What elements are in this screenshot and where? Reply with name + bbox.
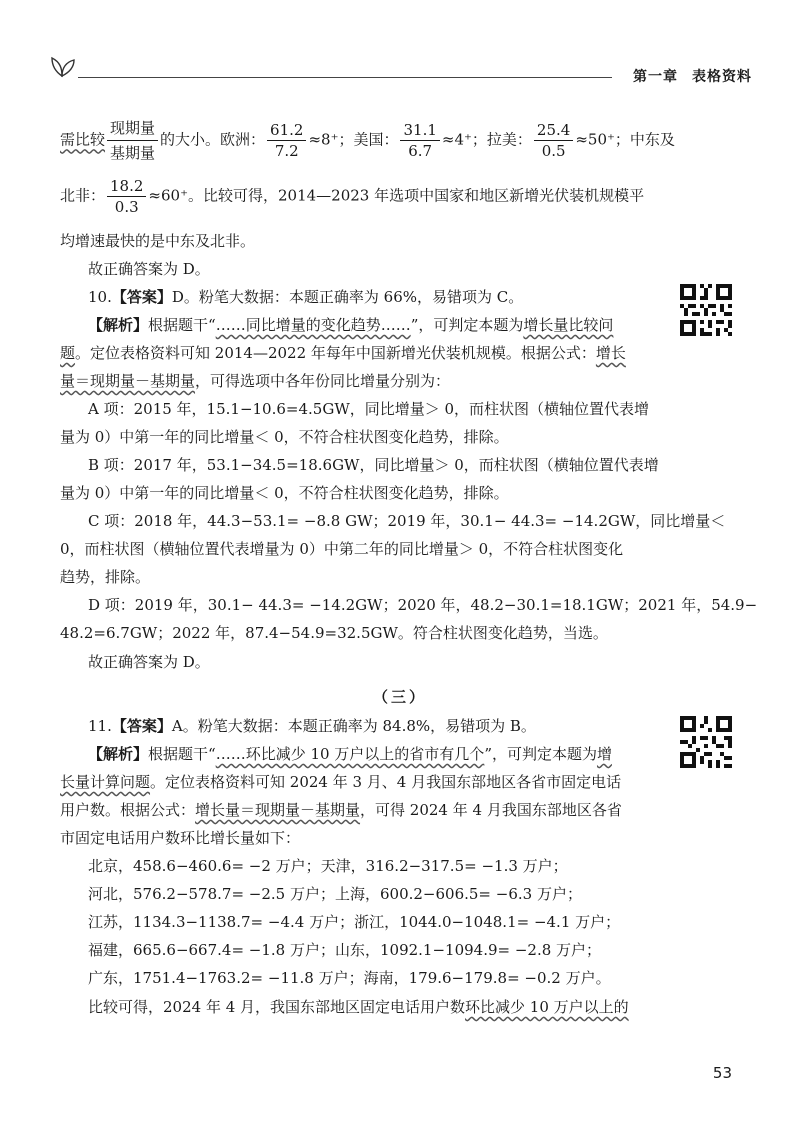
text: 用户数。根据公式： xyxy=(60,801,196,819)
text: 比较可得，2024 年 4 月，我国东部地区固定电话用户数 xyxy=(88,998,466,1016)
option-c-line-3: 趋势，排除。 xyxy=(60,568,151,586)
text: ”，可判定本题为 xyxy=(410,316,524,334)
keyword: 题 xyxy=(60,344,76,362)
fraction-numerator: 18.2 xyxy=(107,176,146,197)
question-number: 10. xyxy=(88,288,112,306)
qr-code-icon xyxy=(680,716,732,768)
fraction-latam xyxy=(534,120,573,161)
text: ≈50⁺；中东及 xyxy=(575,130,675,149)
keyword: 增 xyxy=(596,745,612,763)
ratio-line-2 xyxy=(60,176,644,217)
keyword: 长量计算问题 xyxy=(60,773,151,791)
text: ，可得选项中各年份同比增量分别为： xyxy=(195,372,451,390)
fraction-numerator: 现期量 xyxy=(107,116,158,141)
keyword: ……同比增量的变化趋势…… xyxy=(215,316,411,334)
keyword: 环比减少 10 万户以上的 xyxy=(465,998,629,1016)
answer-text: D。粉笔大数据：本题正确率为 66%，易错项为 C。 xyxy=(171,288,524,306)
chapter-number: 第一章 xyxy=(633,69,678,85)
text: ≈4⁺；拉美： xyxy=(441,130,532,149)
answer-conclusion: 故正确答案为 D。 xyxy=(88,260,210,278)
chapter-label xyxy=(619,66,752,86)
fraction-numerator: 25.4 xyxy=(534,120,573,141)
q10-explanation-line-1 xyxy=(88,315,613,335)
fraction-usa xyxy=(400,120,439,161)
text: ”，可判定本题为 xyxy=(484,745,597,763)
fraction-denominator: 6.7 xyxy=(408,142,433,160)
text: ≈8⁺；美国： xyxy=(308,130,399,149)
option-c-line-2: 0，而柱状图（横轴位置代表增量为 0）中第二年的同比增量＞ 0，不符合柱状图变化 xyxy=(60,540,624,558)
answer-tag: 【答案】 xyxy=(111,288,172,306)
q10-explanation-line-3 xyxy=(60,371,450,391)
text: ，可得 2024 年 4 月我国东部地区各省 xyxy=(360,801,622,819)
fraction-numerator: 61.2 xyxy=(267,120,306,141)
option-c-line-1: C 项：2018 年，44.3−53.1= −8.8 GW；2019 年，30.1− 44.3= −14.2GW，同比增量＜ xyxy=(88,512,726,530)
option-d-line-2: 48.2=6.7GW；2022 年，87.4−54.9=32.5GW。符合柱状图变化趋势，当选。 xyxy=(60,624,608,642)
fraction-mideast xyxy=(107,176,146,217)
text: 的大小。欧洲： xyxy=(160,130,266,149)
chapter-title: 表格资料 xyxy=(692,69,752,85)
q11-conclusion-line xyxy=(88,997,629,1017)
ratio-line-1 xyxy=(60,116,675,165)
option-a-line-1: A 项：2015 年，15.1−10.6=4.5GW，同比增量＞ 0，而柱状图（横轴位置代表增 xyxy=(88,400,650,418)
q11-explanation-line-3 xyxy=(60,800,622,820)
paragraph-line: 均增速最快的是中东及北非。 xyxy=(60,232,256,250)
calc-row: 福建，665.6−667.4= −1.8 万户；山东，1092.1−1094.9= −2.8 万户； xyxy=(88,941,602,959)
option-a-line-2: 量为 0）中第一年的同比增量＜ 0，不符合柱状图变化趋势，排除。 xyxy=(60,428,509,446)
q11-answer xyxy=(88,716,536,736)
page-number: 53 xyxy=(712,1064,732,1082)
option-b-line-1: B 项：2017 年，53.1−34.5=18.6GW，同比增量＞ 0，而柱状图（横轴位置代表增 xyxy=(88,456,659,474)
qr-code-q10[interactable] xyxy=(680,284,732,336)
answer-text: A。粉笔大数据：本题正确率为 84.8%，易错项为 B。 xyxy=(171,717,536,735)
calc-row: 北京，458.6−460.6= −2 万户；天津，316.2−317.5= −1.3 万户； xyxy=(88,857,568,875)
explanation-tag: 【解析】 xyxy=(88,316,149,334)
keyword: 增长 xyxy=(595,344,626,362)
explanation-tag: 【解析】 xyxy=(88,745,149,763)
answer-tag: 【答案】 xyxy=(111,717,172,735)
fraction-europe xyxy=(267,120,306,161)
keyword: 增长量比较问 xyxy=(523,316,614,334)
text: 需比较 xyxy=(60,130,106,149)
formula: 增长量＝现期量－基期量 xyxy=(195,801,361,819)
fraction-numerator: 31.1 xyxy=(400,120,439,141)
calc-row: 河北，576.2−578.7= −2.5 万户；上海，600.2−606.5= −6.3 万户； xyxy=(88,885,582,903)
fraction-denominator: 基期量 xyxy=(110,144,156,162)
text: 根据题干“ xyxy=(148,316,216,334)
answer-conclusion: 故正确答案为 D。 xyxy=(88,653,210,671)
question-number: 11. xyxy=(88,717,112,735)
text: 。定位表格资料可知 2024 年 3 月、4 月我国东部地区各省市固定电话 xyxy=(150,773,622,791)
text: 根据题干“ xyxy=(148,745,216,763)
option-d-line-1: D 项：2019 年，30.1− 44.3= −14.2GW；2020 年，48.2−30.1=18.1GW；2021 年，54.9− xyxy=(88,596,758,614)
text: 。定位表格资料可知 2014—2022 年每年中国新增光伏装机规模。根据公式： xyxy=(75,344,596,362)
fraction-denominator: 0.5 xyxy=(541,142,566,160)
q11-explanation-line-4: 市固定电话用户数环比增长量如下： xyxy=(60,829,301,847)
option-b-line-2: 量为 0）中第一年的同比增量＜ 0，不符合柱状图变化趋势，排除。 xyxy=(60,484,509,502)
q11-explanation-line-2 xyxy=(60,772,621,792)
text: ≈60⁺。比较可得，2014—2023 年选项中国家和地区新增光伏装机规模平 xyxy=(148,186,645,205)
keyword: ……环比减少 10 万户以上的省市有几个 xyxy=(215,745,485,763)
page-header xyxy=(48,52,752,92)
fraction-current-over-base xyxy=(107,116,158,165)
section-heading: （三） xyxy=(372,688,427,706)
q10-answer xyxy=(88,287,523,307)
leaf-icon xyxy=(48,52,76,78)
formula: 量＝现期量－基期量 xyxy=(60,372,196,390)
q11-explanation-line-1 xyxy=(88,744,612,764)
fraction-denominator: 0.3 xyxy=(114,198,139,216)
fraction-denominator: 7.2 xyxy=(274,142,299,160)
qr-code-icon xyxy=(680,284,732,336)
text: 北非： xyxy=(60,186,106,205)
header-rule xyxy=(78,77,612,78)
calc-row: 江苏，1134.3−1138.7= −4.4 万户；浙江，1044.0−1048.1= −4.1 万户； xyxy=(88,913,621,931)
qr-code-q11[interactable] xyxy=(680,716,732,768)
calc-row: 广东，1751.4−1763.2= −11.8 万户；海南，179.6−179.8= −0.2 万户。 xyxy=(88,969,611,987)
q10-explanation-line-2 xyxy=(60,343,626,363)
